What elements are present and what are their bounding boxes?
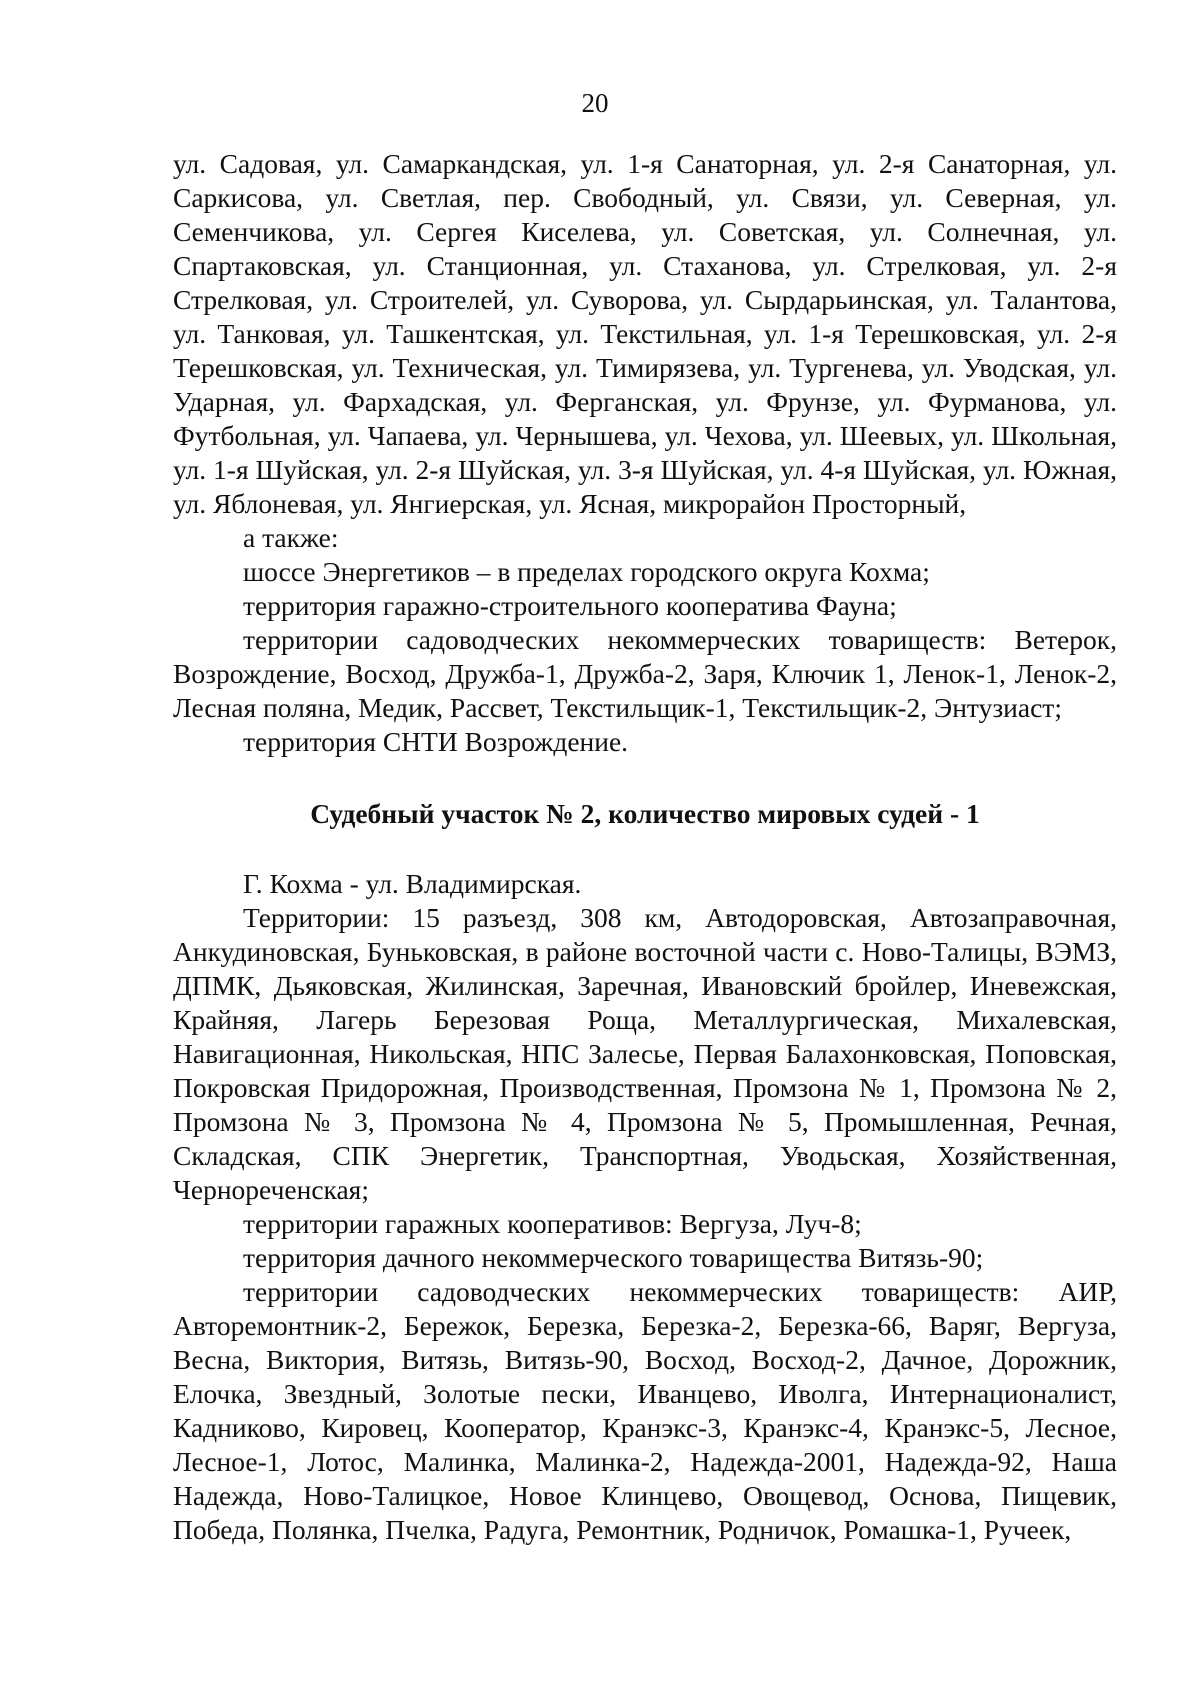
paragraph-highway: шоссе Энергетиков – в пределах городского округа Кохма; [243, 556, 930, 587]
paragraph-snti: территория СНТИ Возрождение. [243, 726, 629, 757]
paragraph-garden-partnerships: территории садоводческих некоммерческих товариществ: Ветерок, Возрождение, Восход, Дружба-1, Дружба-2, Заря, Ключик 1, Ленок-1, Ленок-2, Лесная поляна, Медик, Рассвет, Текстильщик-1, Текстильщик-2, Энтузиаст; [173, 624, 1117, 723]
paragraph-garage-coop: территория гаражно-строительного кооператива Фауна; [243, 590, 897, 621]
paragraph-territories: Территории: 15 разъезд, 308 км, Автодоровская, Автозаправочная, Анкудиновская, Буньковская, в районе восточной части с. Ново-Талицы, ВЭМЗ, ДПМК, Дьяковская, Жилинская, Заречная, Ивановский бройлер, Иневежская, Крайняя, Лагерь Березовая Роща, Металлургическая, Михалевская, Навигационная, Никольская, НПС Залесье, Первая Балахонковская, Поповская, Покровская Придорожная, Производственная, Промзона № 1, Промзона № 2, Промзона № 3, Промзона № 4, Промзона № 5, Промышленная, Речная, Складская, СПК Энергетик, Транспортная, Уводьская, Хозяйственная, Чернореченская; [173, 902, 1117, 1205]
paragraph-garden-partnerships-2: территории садоводческих некоммерческих товариществ: АИР, Авторемонтник-2, Бережок, Березка, Березка-2, Березка-66, Варяг, Вергуза, Весна, Виктория, Витязь, Витязь-90, Восход, Восход-2, Дачное, Дорожник, Елочка, Звездный, Золотые пески, Иванцево, Иволга, Интернационалист, Кадниково, Кировец, Кооператор, Кранэкс-3, Кранэкс-4, Кранэкс-5, Лесное, Лесное-1, Лотос, Малинка, Малинка-2, Надежда-2001, Надежда-92, Наша Надежда, Ново-Талицкое, Новое Клинцево, Овощевод, Основа, Пищевик, Победа, Полянка, Пчелка, Радуга, Ремонтник, Родничок, Ромашка-1, Ручеек, [173, 1276, 1117, 1545]
paragraph-garage-coops: территории гаражных кооперативов: Вергуза, Луч-8; [243, 1208, 862, 1239]
page-number: 20 [581, 88, 609, 118]
paragraph-streets-list: ул. Садовая, ул. Самаркандская, ул. 1-я Санаторная, ул. 2-я Санаторная, ул. Саркисова, ул. Светлая, пер. Свободный, ул. Связи, ул. Северная, ул. Семенчикова, ул. Сергея Киселева, ул. Советская, ул. Солнечная, ул. Спартаковская, ул. Станционная, ул. Стаханова, ул. Стрелковая, ул. 2-я Стрелковая, ул. Строителей, ул. Суворова, ул. Сырдарьинская, ул. Талантова, ул. Танковая, ул. Ташкентская, ул. Текстильная, ул. 1-я Терешковская, ул. 2-я Терешковская, ул. Техническая, ул. Тимирязева, ул. Тургенева, ул. Уводская, ул. Ударная, ул. Фархадская, ул. Ферганская, ул. Фрунзе, ул. Фурманова, ул. Футбольная, ул. Чапаева, ул. Чернышева, ул. Чехова, ул. Шеевых, ул. Школьная, ул. 1-я Шуйская, ул. 2-я Шуйская, ул. 3-я Шуйская, ул. 4-я Шуйская, ул. Южная, ул. Яблоневая, ул. Янгиерская, ул. Ясная, микрорайон Просторный, [173, 148, 1117, 519]
paragraph-also: а также: [243, 522, 339, 553]
section-heading-court-district-2: Судебный участок № 2, количество мировых судей - 1 [310, 798, 980, 829]
paragraph-city-street: Г. Кохма - ул. Владимирская. [243, 868, 582, 899]
paragraph-dacha-partnership: территория дачного некоммерческого товарищества Витязь-90; [243, 1242, 984, 1273]
document-body [173, 147, 1117, 1547]
